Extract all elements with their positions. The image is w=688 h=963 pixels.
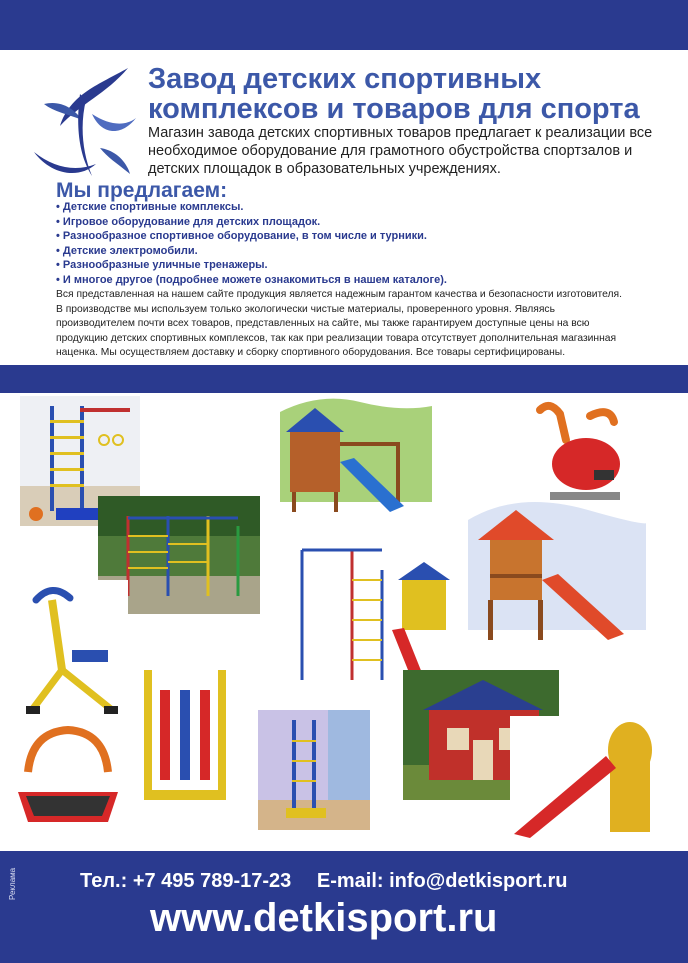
- playhouse-slide-photo: [280, 392, 432, 520]
- ad-label: Реклама: [8, 867, 17, 900]
- list-item: • И многое другое (подробнее можете ознакомиться в нашем каталоге).: [56, 273, 447, 288]
- intro-text: Магазин завода детских спортивных товаров предлагает к реализации все необходимое оборудование для грамотного обустройства спортзалов и детских площадок в образовательных учреждениях.: [148, 125, 653, 177]
- top-band: [0, 0, 688, 50]
- phone-text: Тел.: +7 495 789-17-23: [80, 870, 292, 892]
- list-item: • Игровое оборудование для детских площадок.: [56, 215, 447, 230]
- tower-slide-photo: [468, 490, 646, 650]
- treadmill-photo: [12, 722, 124, 832]
- offer-body-text: Вся представленная на нашем сайте продукция является надежным гарантом качества и безопасности изготовителя. В производстве мы используем только экологически чистые материалы, проверенного уровня. Являясь производителем почти всех товаров, представленных на сайте, мы также гарантируем доступные цены на всю продукцию детских спортивных комплексов, так как при реализации товара отсутствует дополнительная магазинная наценка. Мы осуществляем доставку и сборку спортивного оборудования. Все товары сертифицированы.: [56, 289, 622, 359]
- title-line-1: Завод детских спортивных: [148, 63, 542, 95]
- rowing-trainer-photo: [22, 580, 128, 720]
- contacts: [80, 870, 587, 893]
- divider-band: [0, 365, 688, 393]
- climbing-frame-photo: [292, 540, 452, 688]
- list-item: • Детские спортивные комплексы.: [56, 200, 447, 215]
- title-line-2: комплексов и товаров для спорта: [148, 93, 640, 125]
- list-item: • Детские электромобили.: [56, 244, 447, 259]
- list-item: • Разнообразные уличные тренажеры.: [56, 258, 447, 273]
- walker-trainer-photo: [130, 660, 240, 820]
- slide-photo: [510, 716, 660, 840]
- list-item: • Разнообразное спортивное оборудование, в том числе и турники.: [56, 229, 447, 244]
- offer-heading: Мы предлагаем:: [56, 179, 228, 202]
- email-text: E-mail: info@detkisport.ru: [316, 870, 568, 892]
- offer-list: [56, 200, 447, 288]
- indoor-gym-photo: [258, 710, 370, 830]
- website-text: www.detkisport.ru: [150, 896, 498, 940]
- brand-logo: [30, 64, 140, 184]
- page-title: [148, 64, 678, 124]
